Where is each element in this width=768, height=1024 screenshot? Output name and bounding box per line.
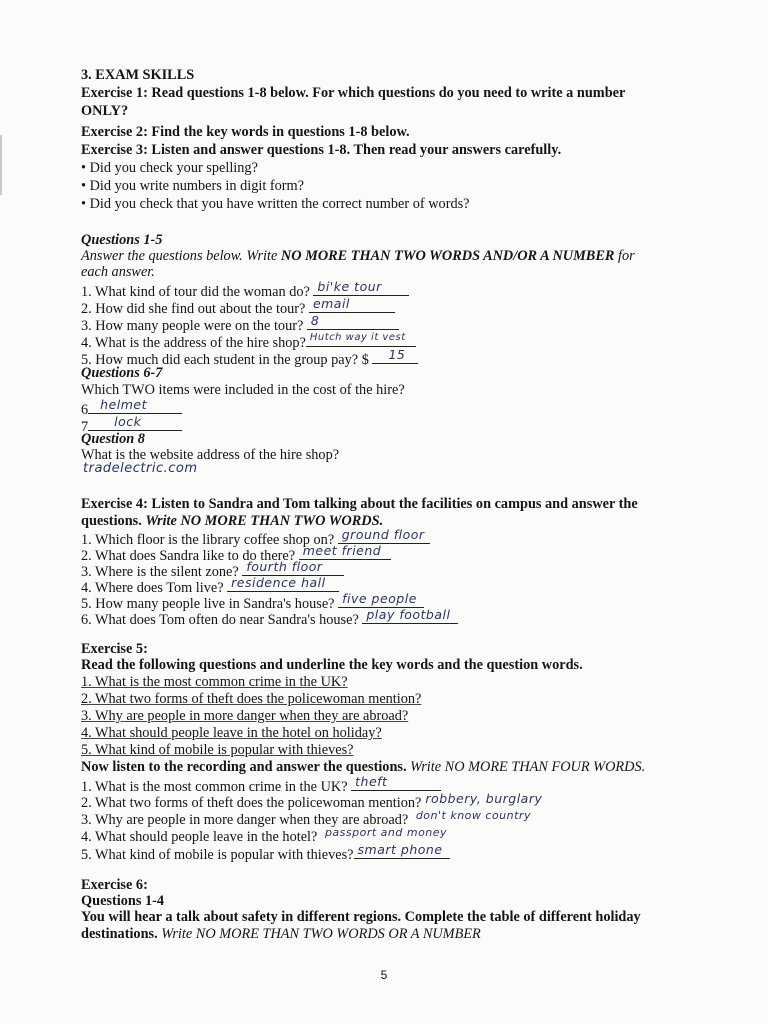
question-row: 2. What does Sandra like to do there? meet friend [81,545,728,565]
handwritten-answer: play football [366,607,451,622]
exercise-2-instruction: Exercise 2: Find the key words in questions 1-8 below. [81,124,410,140]
exercise-1-instruction: Exercise 1: Read questions 1-8 below. For which questions do you need to write a number [81,85,626,101]
answer-blank [412,810,532,824]
handwritten-answer: meet friend [302,543,382,558]
question-8-answer-row [81,463,728,482]
handwritten-answer: residence hall [231,575,326,590]
scan-edge-mark [0,135,2,195]
question-row: 4. What is the address of the hire shop? Hutch way it vest [81,332,728,352]
handwritten-answer: 15 [388,347,406,362]
exercise-6-instruction-cont: destinations. Write NO MORE THAN TWO WORDS OR A NUMBER [81,926,481,942]
exercise-5-instruction: Read the following questions and underline the key words and the question words. [81,657,583,673]
exercise-6-instruction: You will hear a talk about safety in different regions. Complete the table of different holiday [81,909,641,925]
question-row: 5. How many people live in Sandra's house? five people [81,593,728,613]
question-row: 5. How much did each student in the group pay? $ 15 [81,349,728,369]
handwritten-answer: email [312,296,350,311]
question-row: 4. Where does Tom live? residence hall [81,577,728,597]
keyword-question: 4. What should people leave in the hotel on holiday? [81,725,382,741]
answer-blank [351,776,441,791]
questions-1-5-instruction: Answer the questions below. Write NO MORE THAN TWO WORDS AND/OR A NUMBER for [81,248,635,264]
checklist-item: • Did you write numbers in digit form? [81,178,304,194]
exercise-5-listen-instruction: Now listen to the recording and answer the questions. Write NO MORE THAN FOUR WORDS. [81,759,646,775]
question-row: 2. What two forms of theft does the policewoman mention? robbery, burglary [81,793,728,812]
question-row: 1. What kind of tour did the woman do? bi'ke tour [81,281,728,301]
handwritten-answer: helmet [100,397,148,412]
handwritten-answer: don't know country [415,809,531,822]
checklist-item: • Did you check your spelling? [81,160,258,176]
handwritten-answer: Hutch way it vest [309,332,406,343]
question-row: 3. How many people were on the tour? 8 [81,315,728,335]
question-8-heading: Question 8 [81,431,145,447]
handwritten-answer: robbery, burglary [425,791,543,806]
question-row: 7 lock [81,416,728,436]
answer-blank [354,844,450,859]
answer-blank [372,349,418,364]
handwritten-answer: 8 [310,313,320,328]
question-row: 6. What does Tom often do near Sandra's house? play football [81,609,728,629]
section-title: 3. EXAM SKILLS [81,67,195,83]
keyword-question: 5. What kind of mobile is popular with thieves? [81,742,354,758]
question-row: 2. How did she find out about the tour? email [81,298,728,318]
handwritten-answer: five people [342,591,417,606]
question-row: 4. What should people leave in the hotel? passport and money [81,826,448,845]
exercise-4-title-cont: questions. Write NO MORE THAN TWO WORDS. [81,513,384,529]
page-number: 5 [380,968,388,982]
answer-blank [321,826,448,841]
question-row: 3. Why are people in more danger when they are abroad? don't know country [81,809,531,828]
questions-1-5-instruction-cont: each answer. [81,264,155,280]
answer-blank [88,399,182,414]
exercise-4-title: Exercise 4: Listen to Sandra and Tom talking about the facilities on campus and answer the [81,496,638,512]
handwritten-answer: smart phone [357,842,443,857]
answer-blank [306,332,416,347]
checklist-item: • Did you check that you have written the correct number of words? [81,196,470,212]
handwritten-answer: lock [114,414,142,429]
keyword-question: 3. Why are people in more danger when they are abroad? [81,708,409,724]
answer-blank [227,577,339,592]
questions-1-5-heading: Questions 1-5 [81,232,163,248]
handwritten-answer: ground floor [341,527,425,542]
handwritten-answer: bi'ke tour [317,279,382,294]
answer-blank [362,609,458,624]
exercise-1-instruction-cont: ONLY? [81,103,129,119]
question-row: 6 helmet [81,399,728,419]
question-row: 1. What is the most common crime in the UK? theft [81,776,728,796]
exercise-6-heading: Questions 1-4 [81,893,165,909]
answer-blank [88,416,182,431]
exercise-3-instruction: Exercise 3: Listen and answer questions 1-8. Then read your answers carefully. [81,142,562,158]
answer-blank [307,315,399,330]
question-row: 1. Which floor is the library coffee shop on? ground floor [81,529,728,549]
exercise-5-title: Exercise 5: [81,641,148,657]
question-row: 5. What kind of mobile is popular with thieves? smart phone [81,844,728,864]
handwritten-answer: passport and money [324,826,448,839]
exercise-6-title: Exercise 6: [81,877,148,893]
answer-blank [313,281,409,296]
handwritten-answer: tradelectric.com [83,461,198,476]
question-8-prompt: What is the website address of the hire shop? [81,447,340,463]
answer-blank [421,793,545,807]
keyword-question: 1. What is the most common crime in the UK? [81,674,348,690]
handwritten-answer: fourth floor [246,559,323,574]
question-row: 3. Where is the silent zone? fourth floor [81,561,728,581]
questions-6-7-heading: Questions 6-7 [81,365,163,381]
questions-6-7-prompt: Which TWO items were included in the cost of the hire? [81,382,405,398]
keyword-question: 2. What two forms of theft does the policewoman mention? [81,691,422,707]
answer-blank [81,461,198,477]
answer-blank [309,298,395,313]
handwritten-answer: theft [355,774,388,789]
